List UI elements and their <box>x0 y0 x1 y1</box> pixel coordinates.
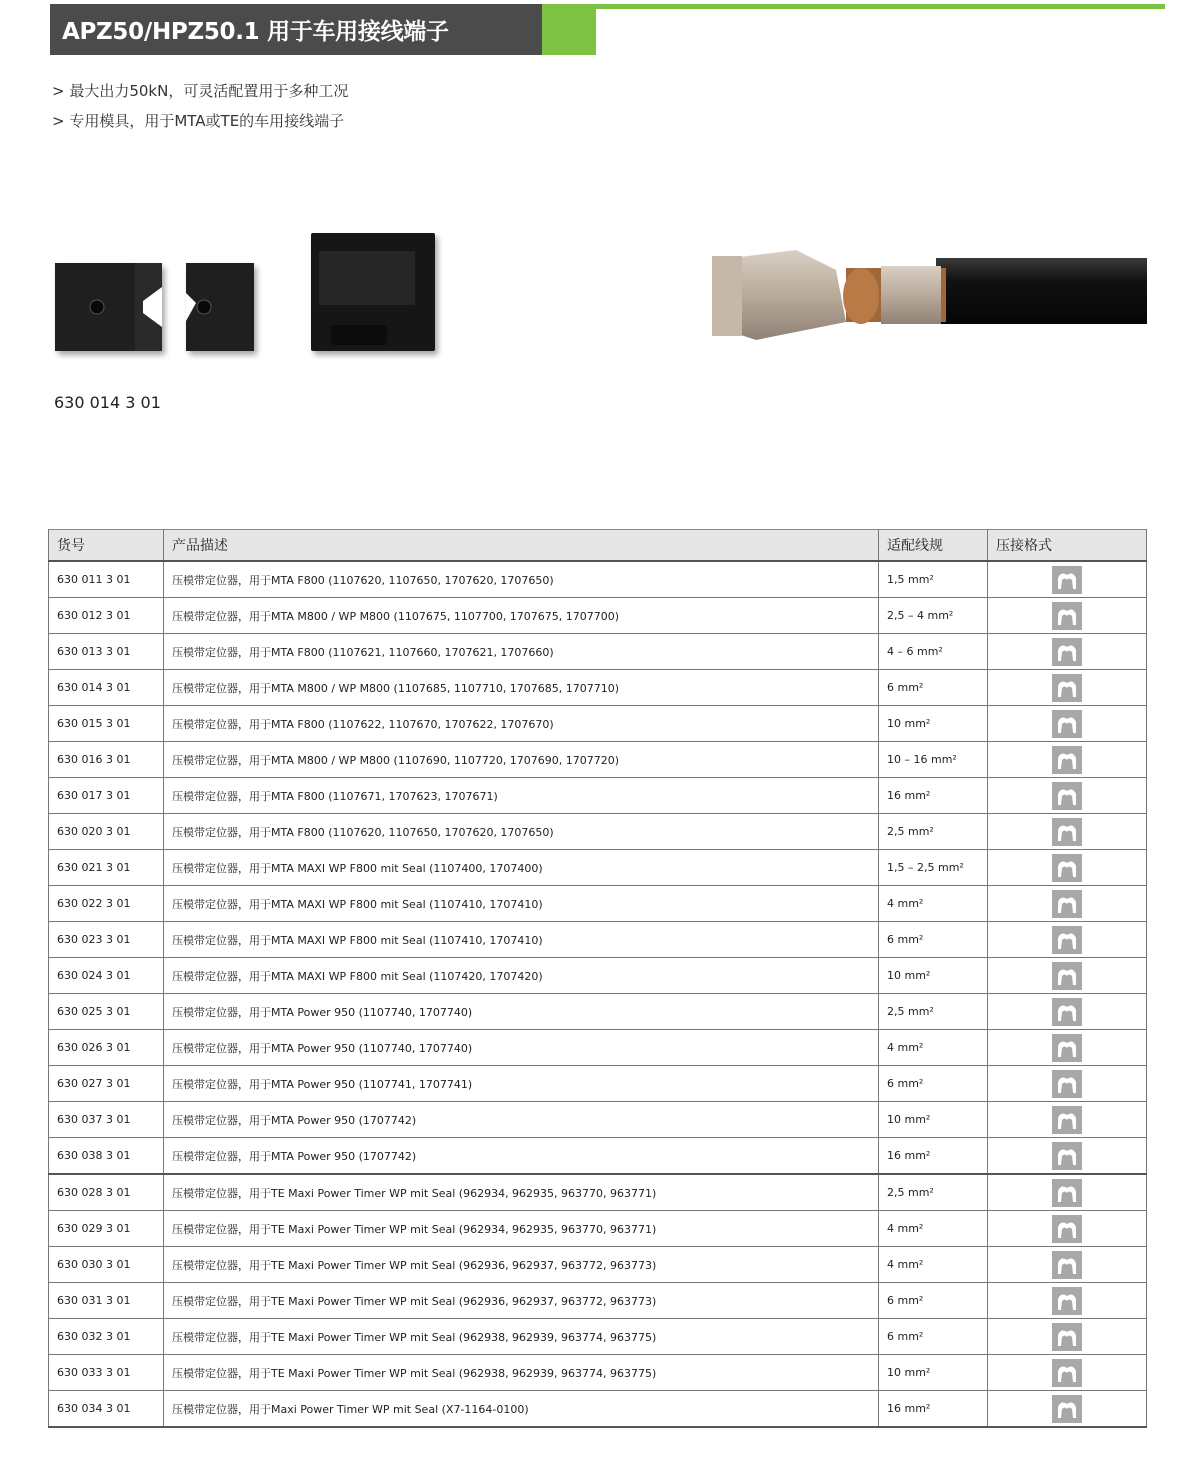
cell-code: 630 016 3 01 <box>49 742 164 778</box>
cell-code: 630 032 3 01 <box>49 1319 164 1355</box>
cell-wire-size: 10 – 16 mm² <box>879 742 988 778</box>
cell-crimp-profile <box>988 814 1147 850</box>
cell-code: 630 030 3 01 <box>49 1247 164 1283</box>
cell-code: 630 025 3 01 <box>49 994 164 1030</box>
feature-item: > 最大出力50kN，可灵活配置用于多种工况 <box>52 82 349 100</box>
crimp-profile-icon <box>1052 746 1082 774</box>
table-row <box>49 706 1147 742</box>
table-row <box>49 958 1147 994</box>
table-row <box>49 598 1147 634</box>
crimp-profile-icon <box>1052 782 1082 810</box>
cell-crimp-profile <box>988 634 1147 670</box>
crimp-profile-icon <box>1052 962 1082 990</box>
crimp-profile-icon <box>1052 674 1082 702</box>
table-row <box>49 634 1147 670</box>
cell-description: 压模带定位器，用于MTA Power 950 (1107740, 1707740) <box>164 1030 879 1066</box>
cell-description: 压模带定位器，用于MTA F800 (1107621, 1107660, 1707621, 1707660) <box>164 634 879 670</box>
cell-wire-size: 1,5 – 2,5 mm² <box>879 850 988 886</box>
table-row <box>49 1211 1147 1247</box>
cell-wire-size: 4 mm² <box>879 1030 988 1066</box>
crimped-terminal-cable-image <box>706 230 1147 350</box>
cell-description: 压模带定位器，用于MTA M800 / WP M800 (1107690, 1107720, 1707690, 1707720) <box>164 742 879 778</box>
table-row <box>49 814 1147 850</box>
crimp-profile-icon <box>1052 1287 1082 1315</box>
feature-list <box>52 80 348 140</box>
table-row <box>49 778 1147 814</box>
cell-wire-size: 10 mm² <box>879 958 988 994</box>
crimp-die-left-image <box>55 263 162 351</box>
crimp-profile-icon <box>1052 1395 1082 1423</box>
table-row <box>49 1319 1147 1355</box>
image-part-number: 630 014 3 01 <box>54 393 161 412</box>
crimp-profile-icon <box>1052 1323 1082 1351</box>
crimp-profile-icon <box>1052 602 1082 630</box>
cell-code: 630 015 3 01 <box>49 706 164 742</box>
cell-crimp-profile <box>988 1391 1147 1428</box>
locator-block-image <box>311 233 435 351</box>
cell-description: 压模带定位器，用于MTA F800 (1107620, 1107650, 1707620, 1707650) <box>164 561 879 598</box>
cell-wire-size: 6 mm² <box>879 670 988 706</box>
cell-code: 630 012 3 01 <box>49 598 164 634</box>
table-row <box>49 670 1147 706</box>
table-row <box>49 1355 1147 1391</box>
cell-crimp-profile <box>988 1211 1147 1247</box>
crimp-profile-icon <box>1052 1142 1082 1170</box>
cell-wire-size: 10 mm² <box>879 706 988 742</box>
cell-crimp-profile <box>988 742 1147 778</box>
cell-description: 压模带定位器，用于MTA MAXI WP F800 mit Seal (1107410, 1707410) <box>164 922 879 958</box>
cell-code: 630 022 3 01 <box>49 886 164 922</box>
table-row <box>49 850 1147 886</box>
cell-crimp-profile <box>988 1283 1147 1319</box>
cell-wire-size: 2,5 mm² <box>879 994 988 1030</box>
column-header-description: 产品描述 <box>164 530 879 562</box>
cell-crimp-profile <box>988 1066 1147 1102</box>
cell-wire-size: 10 mm² <box>879 1102 988 1138</box>
cell-wire-size: 16 mm² <box>879 1391 988 1428</box>
cell-code: 630 037 3 01 <box>49 1102 164 1138</box>
crimp-profile-icon <box>1052 926 1082 954</box>
table-row <box>49 1283 1147 1319</box>
cell-code: 630 021 3 01 <box>49 850 164 886</box>
cell-crimp-profile <box>988 886 1147 922</box>
table-row <box>49 1391 1147 1428</box>
cell-crimp-profile <box>988 850 1147 886</box>
crimp-profile-icon <box>1052 1215 1082 1243</box>
table-row <box>49 561 1147 598</box>
table-row <box>49 994 1147 1030</box>
cell-crimp-profile <box>988 922 1147 958</box>
crimp-profile-icon <box>1052 854 1082 882</box>
cell-code: 630 020 3 01 <box>49 814 164 850</box>
crimp-profile-icon <box>1052 1251 1082 1279</box>
table-row <box>49 886 1147 922</box>
column-header-wire-size: 适配线规 <box>879 530 988 562</box>
cell-crimp-profile <box>988 1355 1147 1391</box>
cell-wire-size: 4 mm² <box>879 1211 988 1247</box>
feature-item: > 专用模具，用于MTA或TE的车用接线端子 <box>52 112 345 130</box>
cell-crimp-profile <box>988 958 1147 994</box>
crimp-profile-icon <box>1052 1070 1082 1098</box>
title-accent-block <box>542 4 596 55</box>
cell-code: 630 038 3 01 <box>49 1138 164 1175</box>
table-row <box>49 1102 1147 1138</box>
cell-description: 压模带定位器，用于MTA Power 950 (1707742) <box>164 1102 879 1138</box>
table-row <box>49 922 1147 958</box>
crimp-profile-icon <box>1052 998 1082 1026</box>
cell-description: 压模带定位器，用于MTA MAXI WP F800 mit Seal (1107420, 1707420) <box>164 958 879 994</box>
table-row <box>49 1066 1147 1102</box>
cell-wire-size: 6 mm² <box>879 1283 988 1319</box>
cell-description: 压模带定位器，用于MTA F800 (1107671, 1707623, 1707671) <box>164 778 879 814</box>
cell-wire-size: 4 – 6 mm² <box>879 634 988 670</box>
cell-description: 压模带定位器，用于MTA F800 (1107620, 1107650, 1707620, 1707650) <box>164 814 879 850</box>
cell-description: 压模带定位器，用于MTA M800 / WP M800 (1107685, 1107710, 1707685, 1707710) <box>164 670 879 706</box>
cell-wire-size: 16 mm² <box>879 1138 988 1175</box>
cell-description: 压模带定位器，用于MTA Power 950 (1107741, 1707741) <box>164 1066 879 1102</box>
table-row <box>49 1174 1147 1211</box>
cell-crimp-profile <box>988 1247 1147 1283</box>
cell-wire-size: 6 mm² <box>879 922 988 958</box>
cell-wire-size: 6 mm² <box>879 1066 988 1102</box>
crimp-profile-icon <box>1052 1106 1082 1134</box>
cell-description: 压模带定位器，用于TE Maxi Power Timer WP mit Seal (962934, 962935, 963770, 963771) <box>164 1211 879 1247</box>
cell-description: 压模带定位器，用于MTA M800 / WP M800 (1107675, 1107700, 1707675, 1707700) <box>164 598 879 634</box>
page-title: APZ50/HPZ50.1 用于车用接线端子 <box>62 19 449 45</box>
cell-crimp-profile <box>988 670 1147 706</box>
cell-crimp-profile <box>988 1319 1147 1355</box>
cell-code: 630 028 3 01 <box>49 1174 164 1211</box>
cell-description: 压模带定位器，用于TE Maxi Power Timer WP mit Seal (962936, 962937, 963772, 963773) <box>164 1283 879 1319</box>
cell-code: 630 024 3 01 <box>49 958 164 994</box>
cell-description: 压模带定位器，用于MTA Power 950 (1107740, 1707740) <box>164 994 879 1030</box>
cell-description: 压模带定位器，用于TE Maxi Power Timer WP mit Seal (962938, 962939, 963774, 963775) <box>164 1355 879 1391</box>
crimp-profile-icon <box>1052 818 1082 846</box>
cell-crimp-profile <box>988 561 1147 598</box>
cell-description: 压模带定位器，用于MTA MAXI WP F800 mit Seal (1107410, 1707410) <box>164 886 879 922</box>
product-table <box>48 529 1147 1428</box>
cell-wire-size: 4 mm² <box>879 886 988 922</box>
table-header-row <box>49 530 1147 562</box>
crimp-profile-icon <box>1052 1034 1082 1062</box>
crimp-profile-icon <box>1052 1359 1082 1387</box>
cell-description: 压模带定位器，用于Maxi Power Timer WP mit Seal (X7-1164-0100) <box>164 1391 879 1428</box>
cell-crimp-profile <box>988 778 1147 814</box>
column-header-code: 货号 <box>49 530 164 562</box>
crimp-profile-icon <box>1052 1179 1082 1207</box>
table-row <box>49 1138 1147 1175</box>
cell-code: 630 034 3 01 <box>49 1391 164 1428</box>
cell-wire-size: 2,5 – 4 mm² <box>879 598 988 634</box>
cell-wire-size: 1,5 mm² <box>879 561 988 598</box>
cell-crimp-profile <box>988 706 1147 742</box>
cell-description: 压模带定位器，用于TE Maxi Power Timer WP mit Seal (962934, 962935, 963770, 963771) <box>164 1174 879 1211</box>
cell-crimp-profile <box>988 1030 1147 1066</box>
cell-code: 630 029 3 01 <box>49 1211 164 1247</box>
crimp-die-right-image <box>186 263 254 351</box>
crimp-profile-icon <box>1052 566 1082 594</box>
cell-code: 630 013 3 01 <box>49 634 164 670</box>
cell-code: 630 017 3 01 <box>49 778 164 814</box>
cell-code: 630 033 3 01 <box>49 1355 164 1391</box>
cell-crimp-profile <box>988 1138 1147 1175</box>
cell-description: 压模带定位器，用于MTA F800 (1107622, 1107670, 1707622, 1707670) <box>164 706 879 742</box>
title-accent-line <box>596 4 1165 9</box>
cell-crimp-profile <box>988 598 1147 634</box>
table-row <box>49 742 1147 778</box>
cell-code: 630 011 3 01 <box>49 561 164 598</box>
cell-description: 压模带定位器，用于TE Maxi Power Timer WP mit Seal (962936, 962937, 963772, 963773) <box>164 1247 879 1283</box>
cell-wire-size: 2,5 mm² <box>879 814 988 850</box>
cell-wire-size: 10 mm² <box>879 1355 988 1391</box>
cell-crimp-profile <box>988 1102 1147 1138</box>
cell-wire-size: 4 mm² <box>879 1247 988 1283</box>
cell-code: 630 027 3 01 <box>49 1066 164 1102</box>
cell-crimp-profile <box>988 994 1147 1030</box>
crimp-profile-icon <box>1052 890 1082 918</box>
cell-code: 630 014 3 01 <box>49 670 164 706</box>
cell-crimp-profile <box>988 1174 1147 1211</box>
cell-description: 压模带定位器，用于TE Maxi Power Timer WP mit Seal (962938, 962939, 963774, 963775) <box>164 1319 879 1355</box>
table-row <box>49 1030 1147 1066</box>
title-bar <box>50 4 542 55</box>
cell-wire-size: 16 mm² <box>879 778 988 814</box>
cell-code: 630 031 3 01 <box>49 1283 164 1319</box>
cell-code: 630 026 3 01 <box>49 1030 164 1066</box>
cell-description: 压模带定位器，用于MTA MAXI WP F800 mit Seal (1107400, 1707400) <box>164 850 879 886</box>
cell-code: 630 023 3 01 <box>49 922 164 958</box>
cell-wire-size: 2,5 mm² <box>879 1174 988 1211</box>
crimp-profile-icon <box>1052 710 1082 738</box>
cell-description: 压模带定位器，用于MTA Power 950 (1707742) <box>164 1138 879 1175</box>
crimp-profile-icon <box>1052 638 1082 666</box>
cell-wire-size: 6 mm² <box>879 1319 988 1355</box>
column-header-crimp-profile: 压接格式 <box>988 530 1147 562</box>
table-row <box>49 1247 1147 1283</box>
